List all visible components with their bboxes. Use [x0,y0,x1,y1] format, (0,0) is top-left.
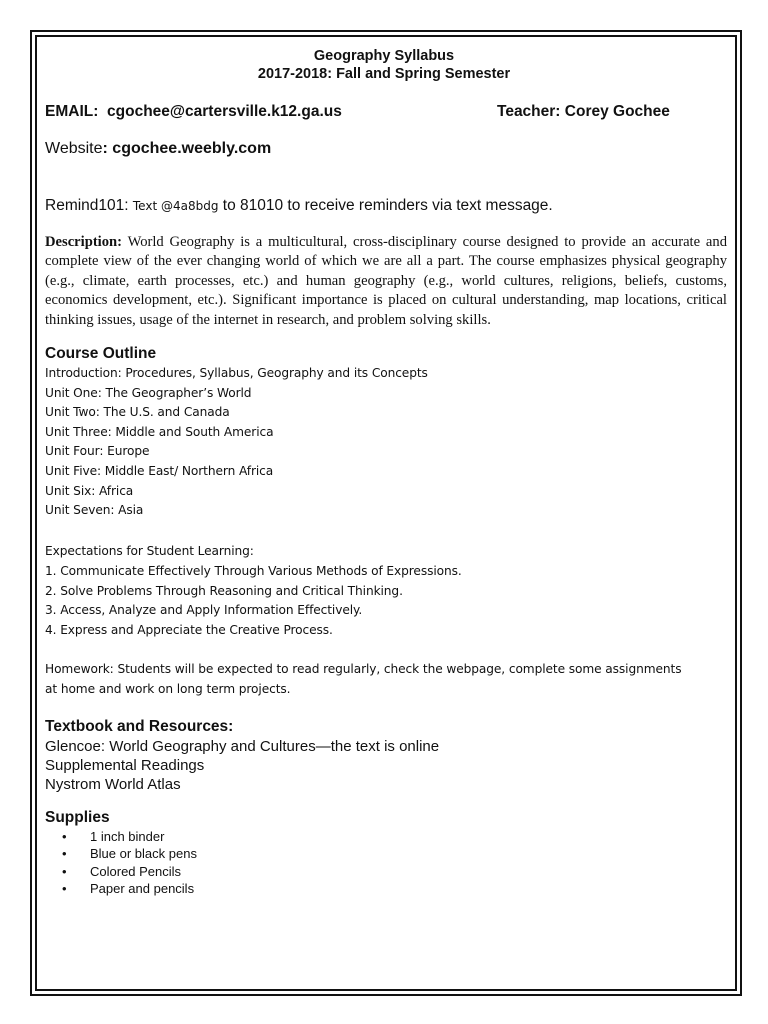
list-item: 3. Access, Analyze and Apply Information Effectively. [45,603,363,618]
list-item: Unit Three: Middle and South America [45,424,274,439]
expectations-list [45,562,462,640]
course-outline-list [45,364,428,521]
email-address[interactable]: cgochee@cartersville.k12.ga.us [107,103,342,120]
description-text: World Geography is a multicultural, cross-disciplinary course designed to provide an accurate and complete view of the ever changing world of which we are all a part. The course emphasizes physical geography (e.g., climate, earth processes, etc.) and human geography (e.g., world cultures, religions, beliefs, customs, economics development, etc.). Significant importance is placed on cultural understanding, map locations, critical thinking issues, usage of the internet in research, and problem solving skills. [45,234,727,328]
remind-code: Text @4a8bdg [132,199,219,213]
list-item: 4. Express and Appreciate the Creative Process. [45,622,333,637]
supplies-heading: Supplies [45,809,110,826]
website-label: Website [45,140,103,157]
list-item: 1. Communicate Effectively Through Various Methods of Expressions. [45,564,462,578]
bullet-icon: • [62,846,67,862]
email-line [45,103,342,121]
remind-label: Remind101: [45,197,133,214]
supplies-list [62,828,197,898]
homework-line-2: at home and work on long term projects. [45,682,291,696]
bullet-icon: • [62,863,67,879]
expectations-heading: Expectations for Student Learning: [45,544,254,558]
supply-label: Paper and pencils [90,881,195,897]
supply-label: 1 inch binder [90,829,165,844]
bullet-icon: • [62,881,67,897]
website-line [45,140,271,158]
remind-line [45,197,553,215]
textbook-list [45,737,439,794]
teacher-line [497,103,670,121]
document-title: Geography Syllabus [313,48,455,64]
list-item: Supplemental Readings [45,757,205,774]
teacher-name: Corey Gochee [564,103,670,120]
list-item [62,863,197,880]
list-item: Unit Two: The U.S. and Canada [45,405,230,420]
course-outline-heading: Course Outline [45,345,157,362]
list-item: Introduction: Procedures, Syllabus, Geography and its Concepts [45,366,428,380]
list-item: 2. Solve Problems Through Reasoning and Critical Thinking. [45,583,403,598]
list-item: Unit Four: Europe [45,444,150,459]
homework-line-1: Homework: Students will be expected to read regularly, check the webpage, complete some assignments [45,662,682,676]
list-item: Unit Six: Africa [45,483,134,498]
textbook-heading: Textbook and Resources: [45,718,234,735]
list-item: Unit Five: Middle East/ Northern Africa [45,463,274,478]
supply-label: Blue or black pens [90,846,197,862]
website-link[interactable]: : cgochee.weebly.com [102,140,272,157]
email-label: EMAIL: [45,103,99,120]
course-description [45,233,727,330]
list-item [62,845,197,862]
list-item [62,828,197,845]
remind-instructions: to 81010 to receive reminders via text message. [218,197,553,214]
supply-label: Colored Pencils [90,863,182,879]
bullet-icon: • [62,829,67,844]
list-item: Glencoe: World Geography and Cultures—the text is online [45,738,440,755]
teacher-label: Teacher: [497,103,561,120]
list-item: Nystrom World Atlas [45,776,181,793]
list-item: Unit One: The Geographer’s World [45,385,252,400]
document-subtitle: 2017-2018: Fall and Spring Semester [257,66,511,82]
list-item [62,880,197,897]
list-item: Unit Seven: Asia [45,503,144,518]
description-label: Description: [45,234,123,250]
